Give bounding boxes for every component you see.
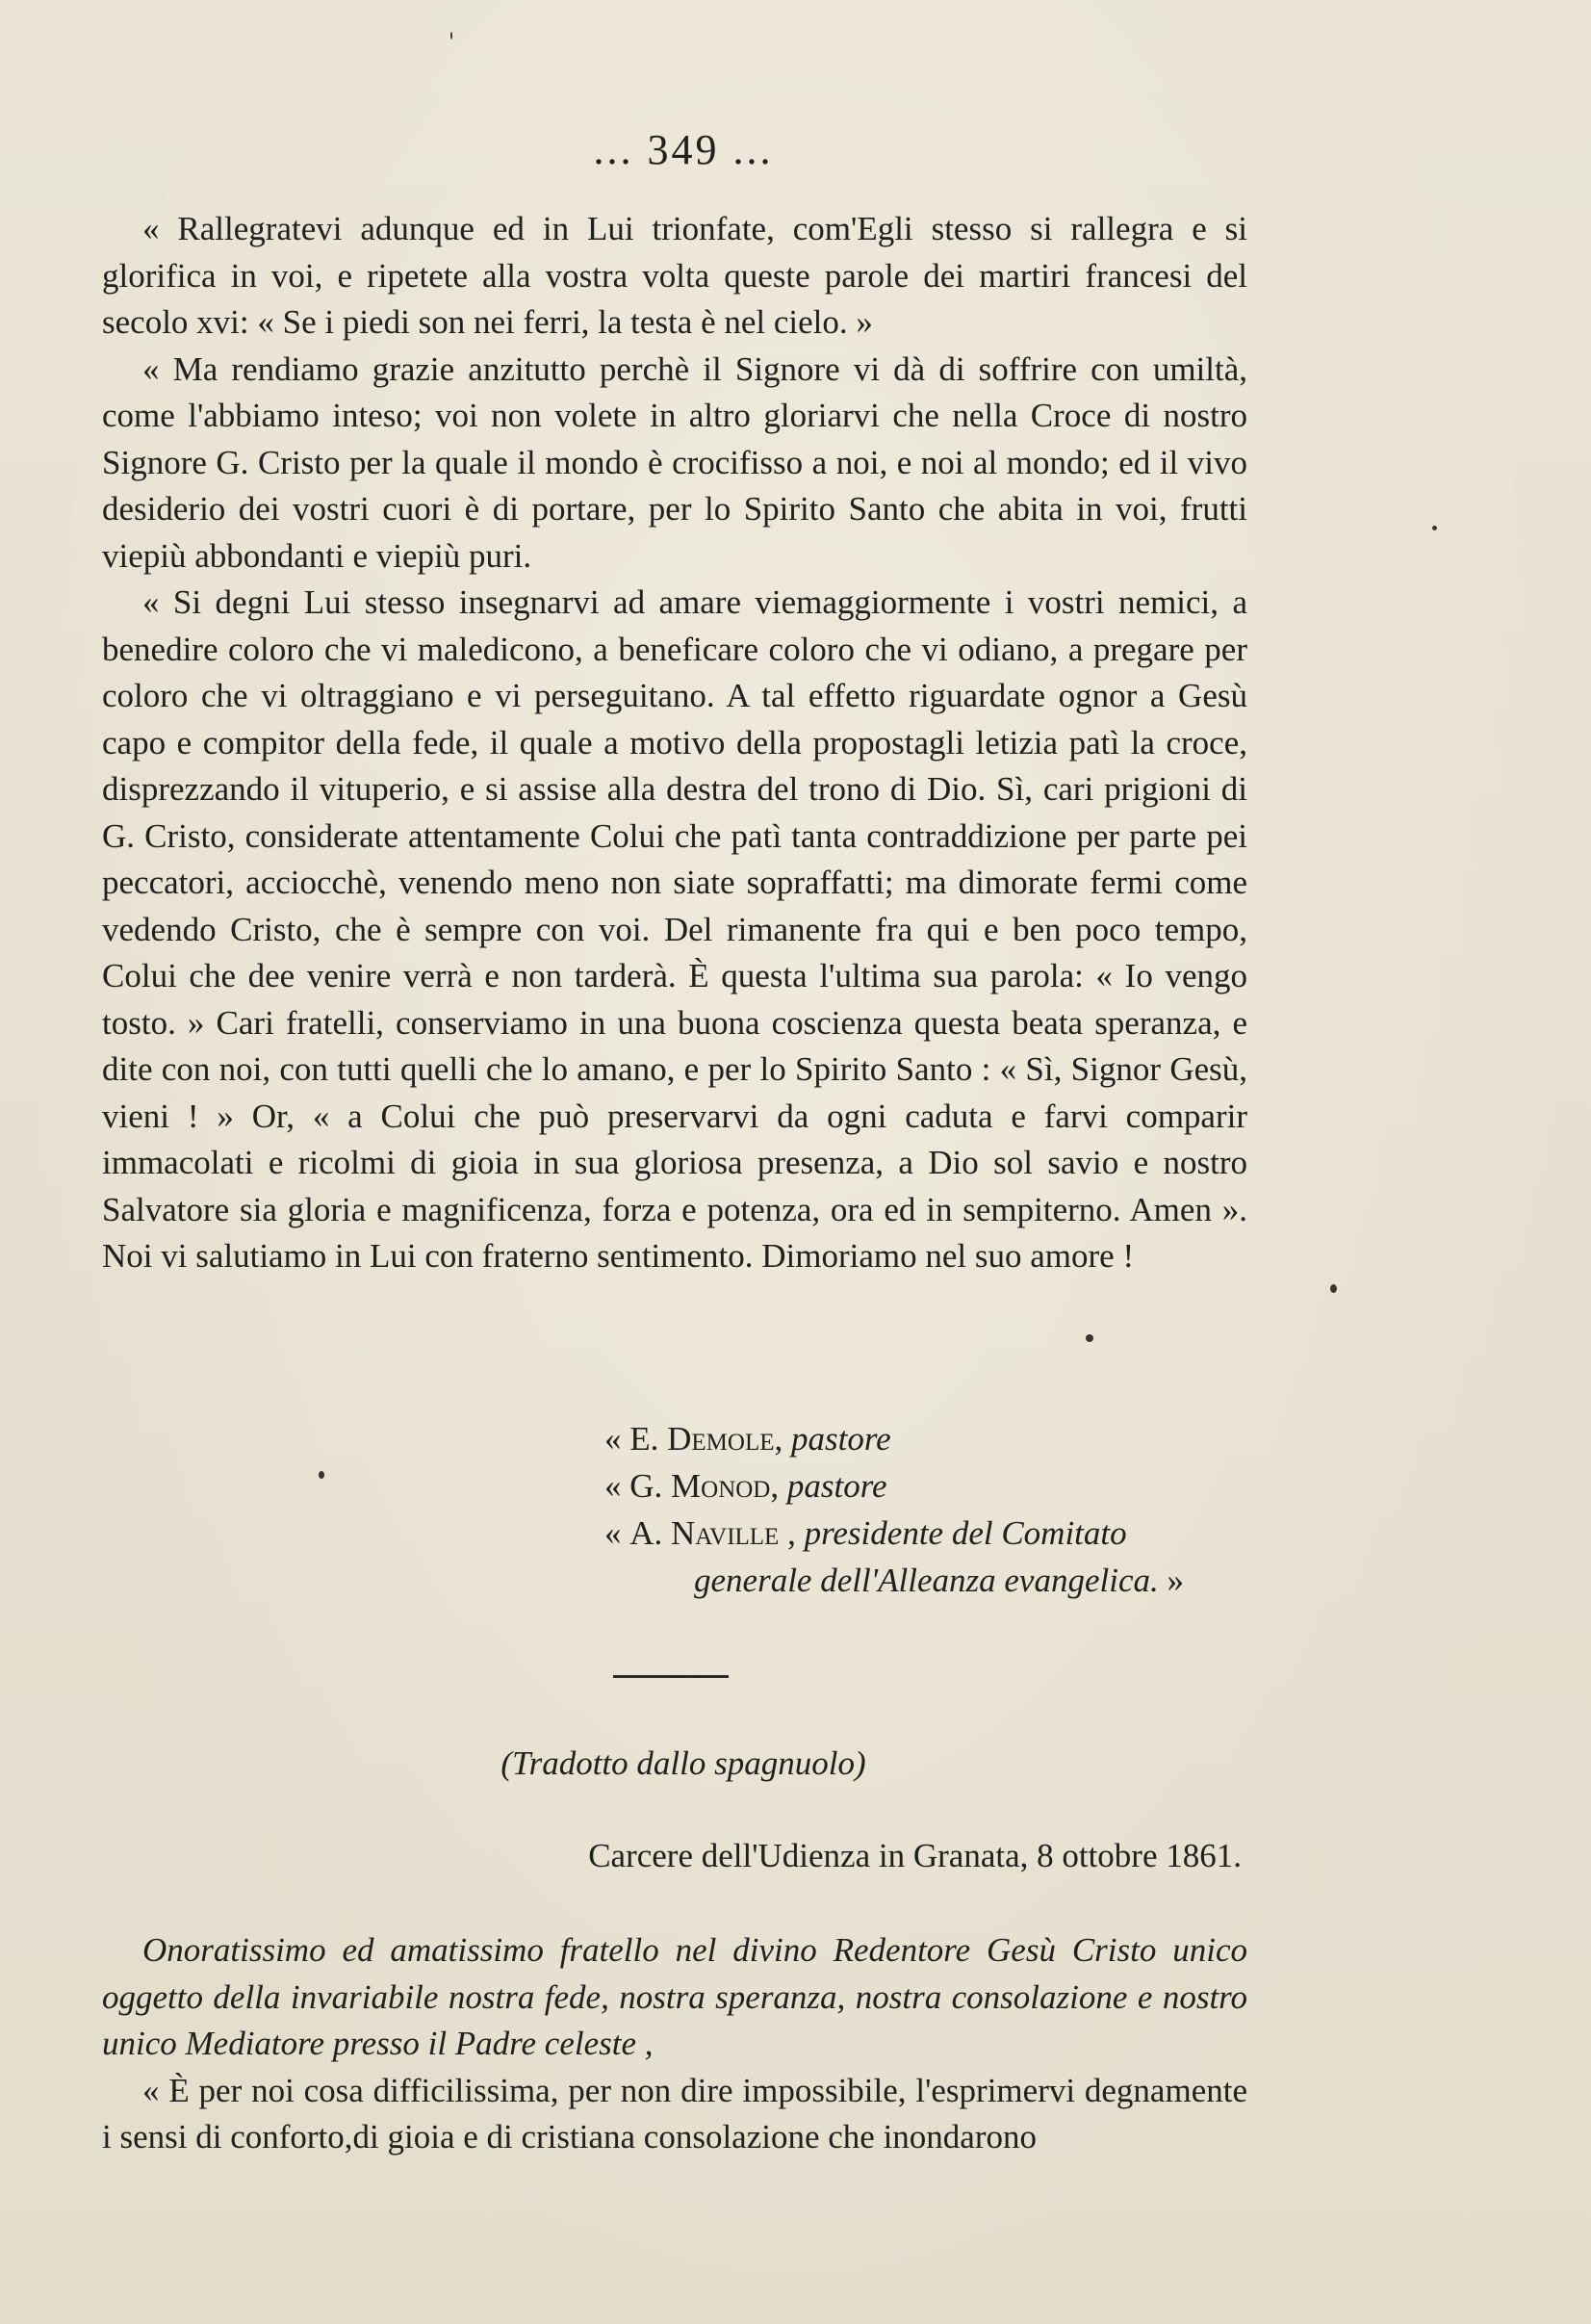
signature-line: [604, 1462, 1259, 1510]
signature-line: [604, 1415, 1259, 1462]
closing-paragraph: « È per noi cosa difficilissima, per non dire impossibile, l'esprimervi degnamente i sensi di conforto,di gioia e di cristiana consolazione che inondarono: [102, 2071, 1247, 2156]
signature-quote-mark: «: [604, 1514, 630, 1552]
signature-separator: ,: [774, 1420, 792, 1458]
signatory-name: G. Monod: [629, 1467, 771, 1505]
paragraph-1: « Rallegratevi adunque ed in Lui trionfate, com'Egli stesso si rallegra e si glorifica in voi, e ripetete alla vostra volta queste parole dei martiri francesi del secolo xvi: « Se i piedi son nei ferri, la testa è nel cielo. »: [102, 210, 1247, 341]
signatory-role: presidente del Comitato: [804, 1514, 1127, 1552]
signature-continuation: [604, 1557, 1259, 1604]
paragraph-3: « Si degni Lui stesso insegnarvi ad amare viemaggiormente i vostri nemici, a benedire coloro che vi maledicono, a beneficare coloro che vi odiano, a pregare per coloro che vi oltraggiano e vi perseguitano. A tal effetto riguardate ognor a Gesù capo e compitor della fede, il quale a motivo della propostagli letizia patì la croce, disprezzando il vituperio, e si assise alla destra del trono di Dio. Sì, cari prigioni di G. Cristo, considerate attentamente Colui che patì tanta contraddizione per parte pei peccatori, acciocchè, venendo meno non siate sopraffatti; ma dimorate fermi come vedendo Cristo, che è sempre con voi. Del rimanente fra qui e ben poco tempo, Colui che dee venire verrà e non tarderà. È questa l'ultima sua parola: « Io vengo tosto. » Cari fratelli, conserviamo in una buona coscienza questa beata speranza, e dite con noi, con tutti quelli che lo amano, e per lo Spirito Santo : « Sì, Signor Gesù, vieni ! » Or, « a Colui che può preservarvi da ogni caduta e farvi comparir immacolati e ricolmi di gioia in sua gloriosa presenza, a Dio sol savio e nostro Salvatore sia gloria e magnificenza, forza e potenza, ora ed in sempiterno. Amen ». Noi vi salutiamo in Lui con fraterno sentimento. Dimoriamo nel suo amore !: [102, 583, 1247, 1275]
signatory-role: pastore: [786, 1467, 887, 1505]
paragraph-2: « Ma rendiamo grazie anzitutto perchè il Signore vi dà di soffrire con umiltà, come l'abbiamo inteso; voi non volete in altro gloriarvi che nella Croce di nostro Signore G. Cristo per la quale il mondo è crocifisso a noi, e noi al mondo; ed il vivo desiderio dei vostri cuori è di portare, per lo Spirito Santo che abita in voi, frutti viepiù abbondanti e viepiù puri.: [102, 349, 1247, 575]
signature-quote-mark: «: [604, 1467, 630, 1505]
page-number: ... 349 ...: [593, 126, 774, 173]
section-divider: [613, 1675, 729, 1678]
letter-salutation: Onoratissimo ed amatissimo fratello nel divino Redentore Gesù Cristo unico oggetto della invariabile nostra fede, nostra speranza, nostra consolazione e nostro unico Mediatore presso il Padre celeste ,: [102, 1931, 1247, 2062]
second-letter: [102, 1927, 1247, 2161]
signatory-name: A. Naville: [629, 1514, 780, 1552]
signatory-role-continued: generale dell'Alleanza evangelica.: [694, 1562, 1159, 1599]
signatory-name: E. Demole: [629, 1420, 775, 1458]
signature-close-quote: »: [1158, 1562, 1184, 1599]
letter-body: [102, 206, 1247, 1280]
signature-block: [604, 1415, 1259, 1604]
signature-quote-mark: «: [604, 1420, 630, 1458]
translation-note: (Tradotto dallo spagnuolo): [500, 1744, 866, 1782]
signatory-role: pastore: [791, 1420, 891, 1458]
letter-dateline: Carcere dell'Udienza in Granata, 8 ottobre 1861.: [588, 1837, 1242, 1874]
signature-line: [604, 1510, 1259, 1557]
signature-separator: ,: [770, 1467, 787, 1505]
signature-separator: ,: [779, 1514, 805, 1552]
